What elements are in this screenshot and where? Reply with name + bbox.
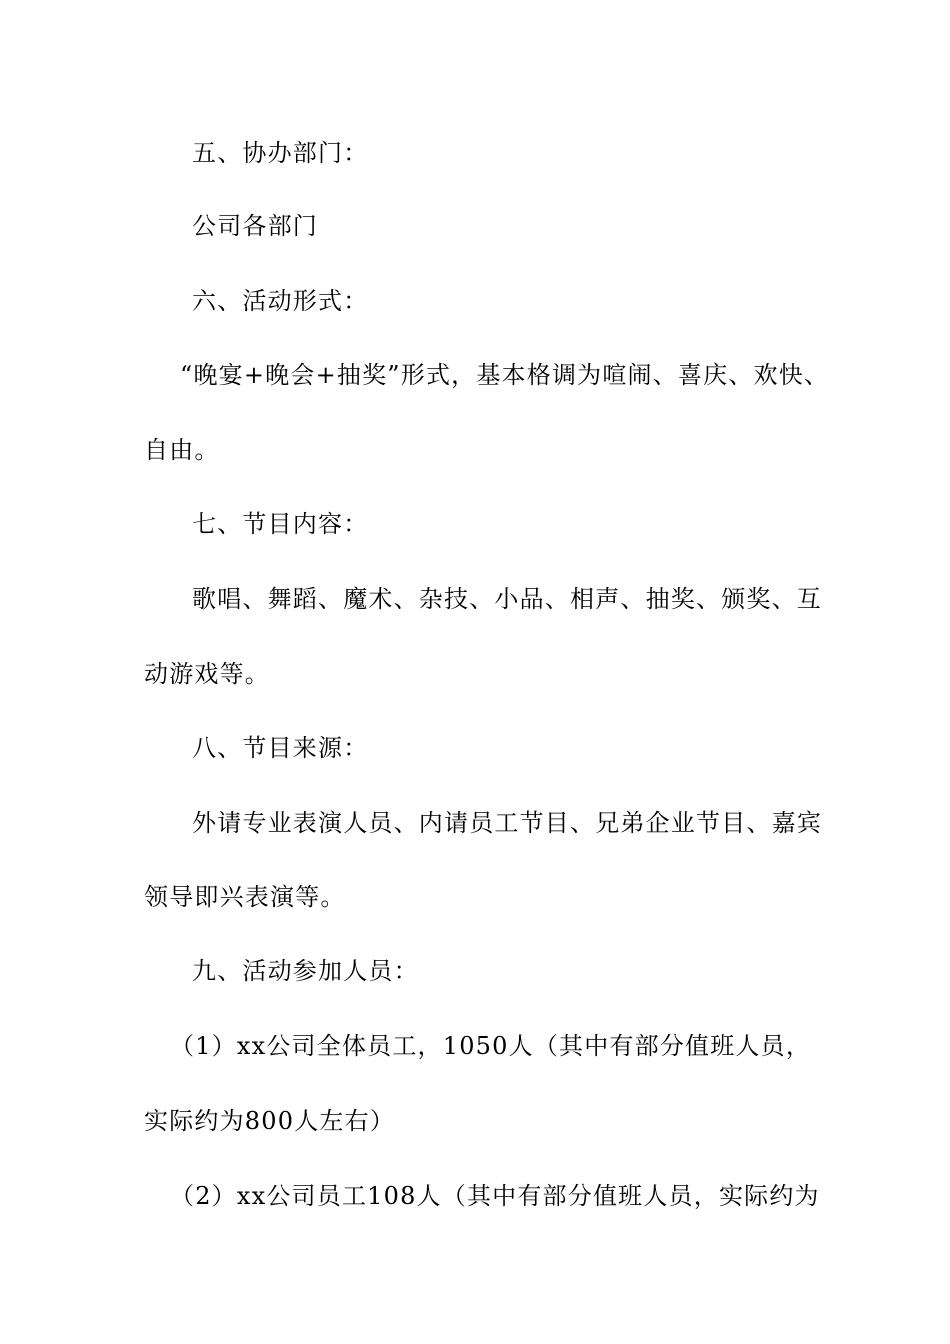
paragraph-line: 领导即兴表演等。 bbox=[144, 883, 346, 911]
paragraph-line: “晚宴+晚会+抽奖”形式，基本格调为喧闹、喜庆、欢快、 bbox=[180, 361, 830, 389]
section-heading-eight: 八、节目来源： bbox=[192, 734, 369, 762]
paragraph-line: （2）xx公司员工108人（其中有部分值班人员，实际约为 bbox=[170, 1182, 820, 1210]
paragraph-line: 实际约为800人左右） bbox=[144, 1107, 396, 1135]
paragraph-line: 自由。 bbox=[144, 436, 220, 464]
section-heading-five: 五、协办部门： bbox=[192, 139, 369, 167]
paragraph-line: 外请专业表演人员、内请员工节目、兄弟企业节目、嘉宾 bbox=[192, 809, 822, 837]
paragraph-line: 公司各部门 bbox=[192, 212, 318, 240]
paragraph-line: （1）xx公司全体员工，1050人（其中有部分值班人员， bbox=[170, 1032, 812, 1060]
paragraph-line: 动游戏等。 bbox=[144, 660, 270, 688]
section-heading-six: 六、活动形式： bbox=[192, 287, 369, 315]
section-heading-seven: 七、节目内容： bbox=[192, 510, 369, 538]
paragraph-line: 歌唱、舞蹈、魔术、杂技、小品、相声、抽奖、颁奖、互 bbox=[192, 585, 822, 613]
section-heading-nine: 九、活动参加人员： bbox=[192, 957, 419, 985]
